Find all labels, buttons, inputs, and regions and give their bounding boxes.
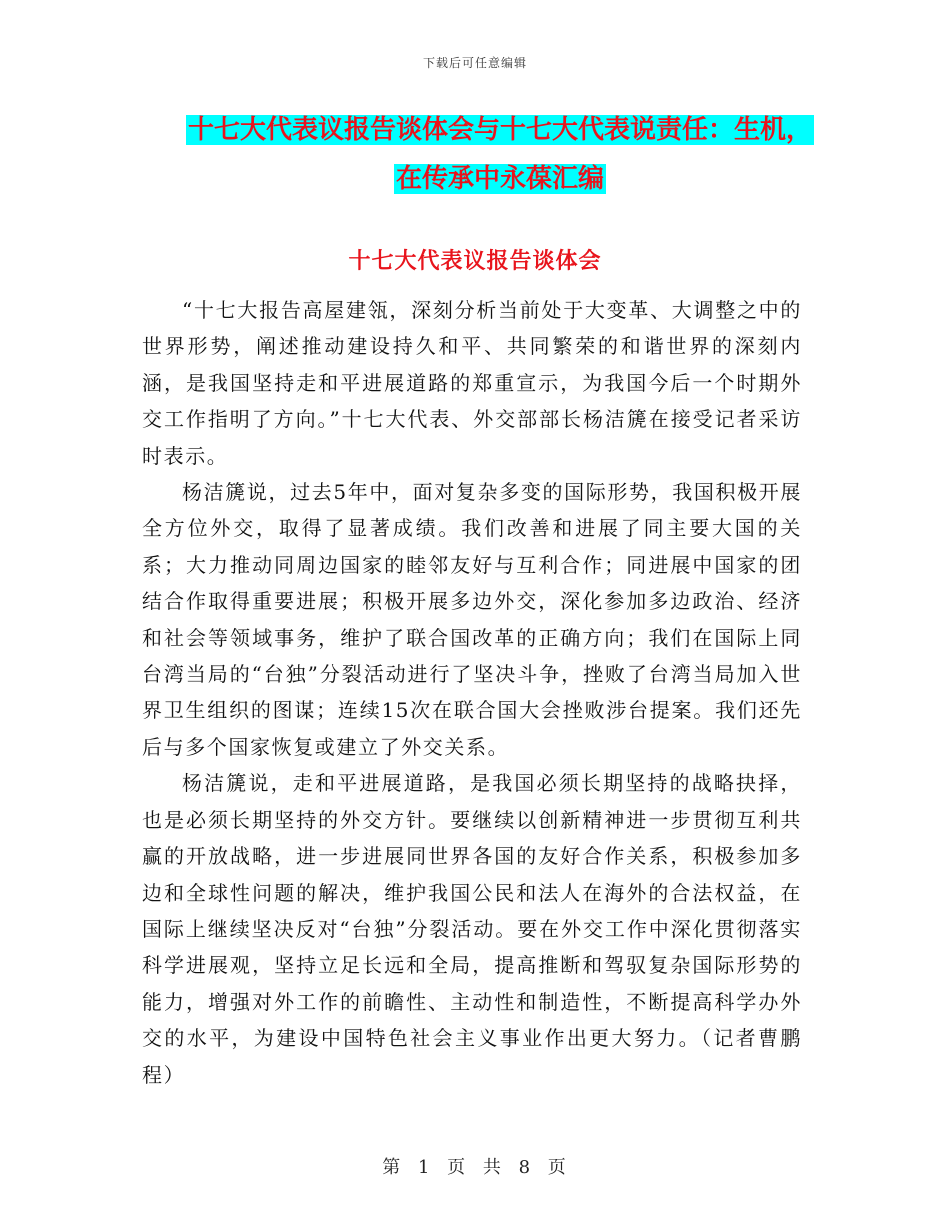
document-title-line-2: 在传承中永葆汇编 bbox=[395, 164, 604, 194]
section-title: 十七大代表议报告谈体会 bbox=[348, 249, 602, 274]
page-number-footer: 第 1 页 共 8 页 bbox=[382, 1157, 568, 1178]
page-header-note: 下载后可任意编辑 bbox=[422, 56, 527, 70]
paragraph: 杨洁篪说，走和平进展道路，是我国必须长期坚持的战略抉择，也是必须长期坚持的外交方针。要继续以创新精神进一步贯彻互利共赢的开放战略，进一步进展同世界各国的友好合作关系，积极参加多边和全球性问题的解决，维护我国公民和法人在海外的合法权益，在国际上继续坚决反对“台独”分裂活动。要在外交工作中深化贯彻落实科学进展观，坚持立足长远和全局，提高推断和驾驭复杂国际形势的能力，增强对外工作的前瞻性、主动性和制造性，不断提高科学办外交的水平，为建设中国特色社会主义事业作出更大努力。（记者曹鹏程） bbox=[142, 771, 802, 1087]
document-title bbox=[150, 106, 850, 204]
article-body bbox=[142, 292, 802, 1093]
paragraph: “十七大报告高屋建瓴，深刻分析当前处于大变革、大调整之中的世界形势，阐述推动建设持久和平、共同繁荣的和谐世界的深刻内涵，是我国坚持走和平进展道路的郑重宣示，为我国今后一个时期外交工作指明了方向。”十七大代表、外交部部长杨洁篪在接受记者采访时表示。 bbox=[142, 298, 802, 468]
paragraph: 杨洁篪说，过去5年中，面对复杂多变的国际形势，我国积极开展全方位外交，取得了显著成绩。我们改善和进展了同主要大国的关系；大力推动同周边国家的睦邻友好与互利合作；同进展中国家的团结合作取得重要进展；积极开展多边外交，深化参加多边政治、经济和社会等领域事务，维护了联合国改革的正确方向；我们在国际上同台湾当局的“台独”分裂活动进行了坚决斗争，挫败了台湾当局加入世界卫生组织的图谋；连续15次在联合国大会挫败涉台提案。我们还先后与多个国家恢复或建立了外交关系。 bbox=[142, 480, 802, 759]
document-title-line-1: 十七大代表议报告谈体会与十七大代表说责任：生机， bbox=[187, 115, 812, 145]
